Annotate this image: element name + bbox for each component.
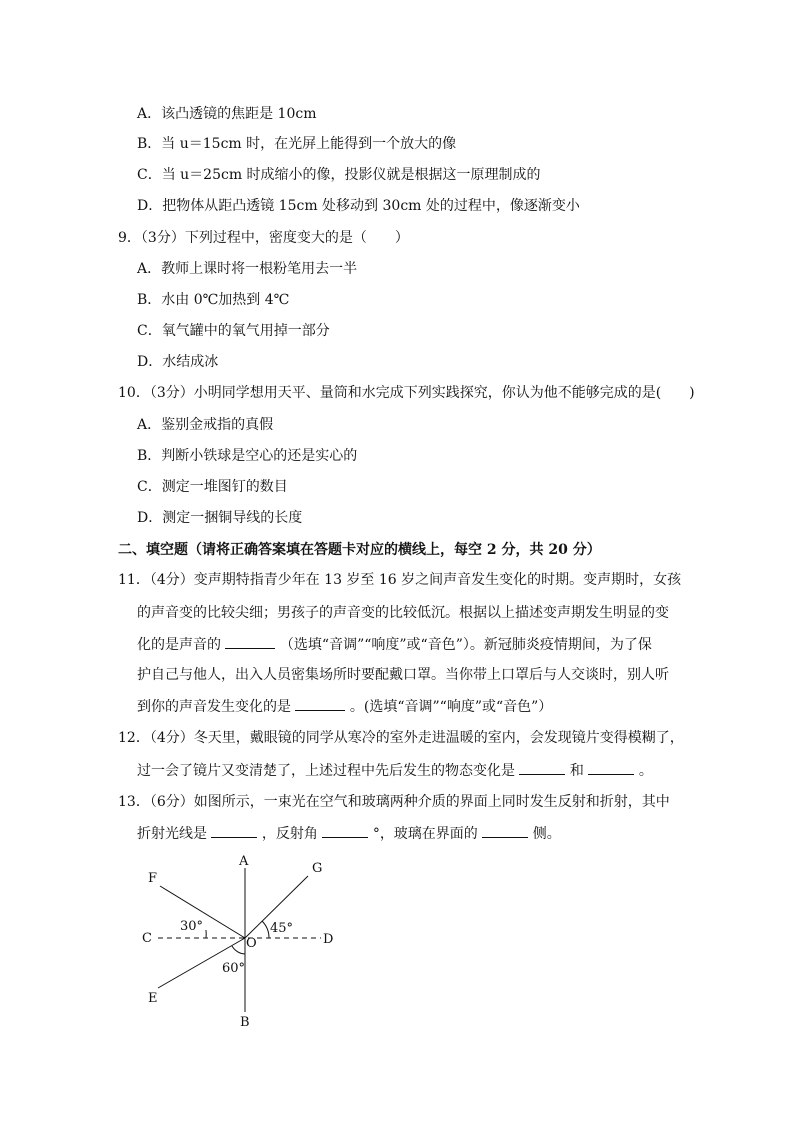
q11-blank-2[interactable] [295,696,345,711]
q12-blank-2[interactable] [588,760,634,775]
q11-blank-1[interactable] [225,634,275,649]
label-o: O [246,936,257,951]
q13-text-2a: 折射光线是 [137,826,207,842]
q12-line-1: 12．（4分）冬天里，戴眼镜的同学从寒冷的室外走进温暖的室内，会发现镜片变得模糊了， [118,730,684,746]
q13-line-1: 13．（6分）如图所示，一束光在空气和玻璃两种介质的界面上同时发生反射和折射，其中 [118,794,670,810]
q10-option-b: B．判断小铁球是空心的还是实心的 [137,448,358,464]
angle-60-label: 60° [222,961,246,976]
q13-text-2d: 侧。 [532,826,561,842]
q13-blank-glass-side[interactable] [482,823,528,838]
q13-text-2b: ，反射角 [261,826,318,842]
arc-60 [232,946,245,954]
q9-stem: 9．（3分）下列过程中，密度变大的是（ ） [118,230,409,246]
q11-text-5b: 。(选填“音调”“响度”或“音色”） [349,699,553,715]
q8-option-b: B．当 u＝15cm 时，在光屏上能得到一个放大的像 [137,136,457,152]
q8-option-c: C．当 u＝25cm 时成缩小的像，投影仪就是根据这一原理制成的 [137,167,541,183]
angle-30-label: 30° [180,919,204,934]
q11-line-5 [137,696,552,717]
q10-option-d: D．测定一捆铜导线的长度 [137,510,303,526]
q10-option-c: C．测定一堆图钉的数目 [137,479,288,495]
q12-text-2b: 和 [569,763,584,779]
label-c: C [142,931,152,946]
q10-stem: 10．（3分）小明同学想用天平、量筒和水完成下列实践探究，你认为他不能够完成的是( ) [118,385,695,401]
q11-line-2: 的声音变的比较尖细；男孩子的声音变的比较低沉。根据以上描述变声期发生明显的变 [137,605,669,621]
q10-option-a: A．鉴别金戒指的真假 [137,417,274,433]
q13-blank-refracted-ray[interactable] [211,823,257,838]
q11-text-5a: 到你的声音发生变化的是 [137,699,291,715]
q11-line-1: 11．（4分）变声期特指青少年在 13 岁至 16 岁之间声音发生变化的时期。变声期时，女孩 [118,572,682,588]
section-fill-in-heading: 二、填空题（请将正确答案填在答题卡对应的横线上，每空 2 分，共 20 分） [118,542,601,558]
q11-text-3a: 化的是声音的 [137,637,221,653]
arc-45 [262,921,269,938]
q13-line-2 [137,823,561,844]
q11-line-3 [137,634,652,655]
light-reflection-refraction-diagram [138,850,348,1030]
q8-option-a: A．该凸透镜的焦距是 10cm [137,106,317,122]
q11-text-3b: （选填“音调”“响度”或“音色”）。新冠肺炎疫情期间，为了保 [279,637,652,653]
label-g: G [312,861,323,876]
q11-line-4: 护自己与他人，出入人员密集场所时要配戴口罩。当你带上口罩后与人交谈时，别人听 [137,667,669,683]
q13-text-2c: °，玻璃在界面的 [372,826,478,842]
q9-option-a: A．教师上课时将一根粉笔用去一半 [137,261,358,277]
label-e: E [148,991,158,1006]
label-d: D [323,932,334,947]
label-b: B [240,1015,250,1030]
angle-45-label: 45° [270,921,294,936]
q12-blank-1[interactable] [519,760,565,775]
q12-line-2 [137,760,653,781]
q9-option-c: C．氧气罐中的氧气用掉一部分 [137,323,330,339]
label-f: F [148,871,158,886]
q8-option-d: D．把物体从距凸透镜 15cm 处移动到 30cm 处的过程中，像逐渐变小 [137,198,580,214]
q9-option-d: D．水结成冰 [137,354,219,370]
q12-text-2c: 。 [638,763,653,779]
label-a: A [239,854,249,869]
q9-option-b: B．水由 0℃加热到 4℃ [137,292,290,308]
q13-blank-reflection-angle[interactable] [322,823,368,838]
q12-text-2a: 过一会了镜片又变清楚了，上述过程中先后发生的物态变化是 [137,763,515,779]
